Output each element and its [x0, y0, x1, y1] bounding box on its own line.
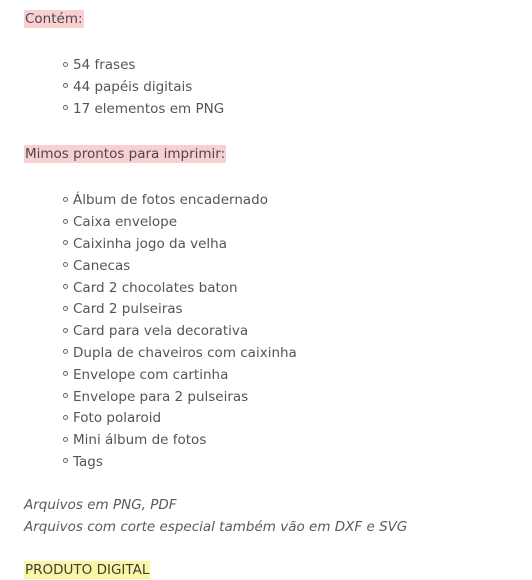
file-formats-note: Arquivos em PNG, PDF — [24, 496, 177, 513]
printables-list — [24, 190, 524, 473]
list-item: Envelope com cartinha — [63, 365, 524, 387]
circle-bullet-icon — [63, 105, 68, 110]
circle-bullet-icon — [63, 219, 68, 224]
list-item: Mini álbum de fotos — [63, 430, 524, 452]
circle-bullet-icon — [63, 306, 68, 311]
list-item: Tags — [63, 452, 524, 474]
circle-bullet-icon — [63, 328, 68, 333]
contents-heading: Contém: — [25, 11, 83, 27]
list-item: Envelope para 2 pulseiras — [63, 387, 524, 409]
list-item: Caixa envelope — [63, 212, 524, 234]
list-item: Dupla de chaveiros com caixinha — [63, 343, 524, 365]
circle-bullet-icon — [63, 284, 68, 289]
circle-bullet-icon — [63, 458, 68, 463]
list-item: Álbum de fotos encadernado — [63, 190, 524, 212]
list-item: Card para vela decorativa — [63, 321, 524, 343]
digital-product-badge: PRODUTO DIGITAL — [25, 562, 150, 579]
list-item: 54 frases — [63, 55, 524, 77]
list-item: Canecas — [63, 256, 524, 278]
circle-bullet-icon — [63, 240, 68, 245]
circle-bullet-icon — [63, 437, 68, 442]
cut-files-note: Arquivos com corte especial também vão em DXF e SVG — [24, 518, 408, 535]
circle-bullet-icon — [63, 62, 68, 67]
list-item: 17 elementos em PNG — [63, 99, 524, 121]
list-item: Card 2 pulseiras — [63, 299, 524, 321]
circle-bullet-icon — [63, 393, 68, 398]
list-item: 44 papéis digitais — [63, 77, 524, 99]
circle-bullet-icon — [63, 349, 68, 354]
circle-bullet-icon — [63, 371, 68, 376]
list-item: Card 2 chocolates baton — [63, 278, 524, 300]
circle-bullet-icon — [63, 197, 68, 202]
description-content — [24, 6, 524, 579]
circle-bullet-icon — [63, 83, 68, 88]
printables-heading: Mimos prontos para imprimir: — [25, 146, 226, 163]
circle-bullet-icon — [63, 415, 68, 420]
list-item: Foto polaroid — [63, 408, 524, 430]
list-item: Caixinha jogo da velha — [63, 234, 524, 256]
contents-list — [24, 55, 524, 120]
circle-bullet-icon — [63, 262, 68, 267]
